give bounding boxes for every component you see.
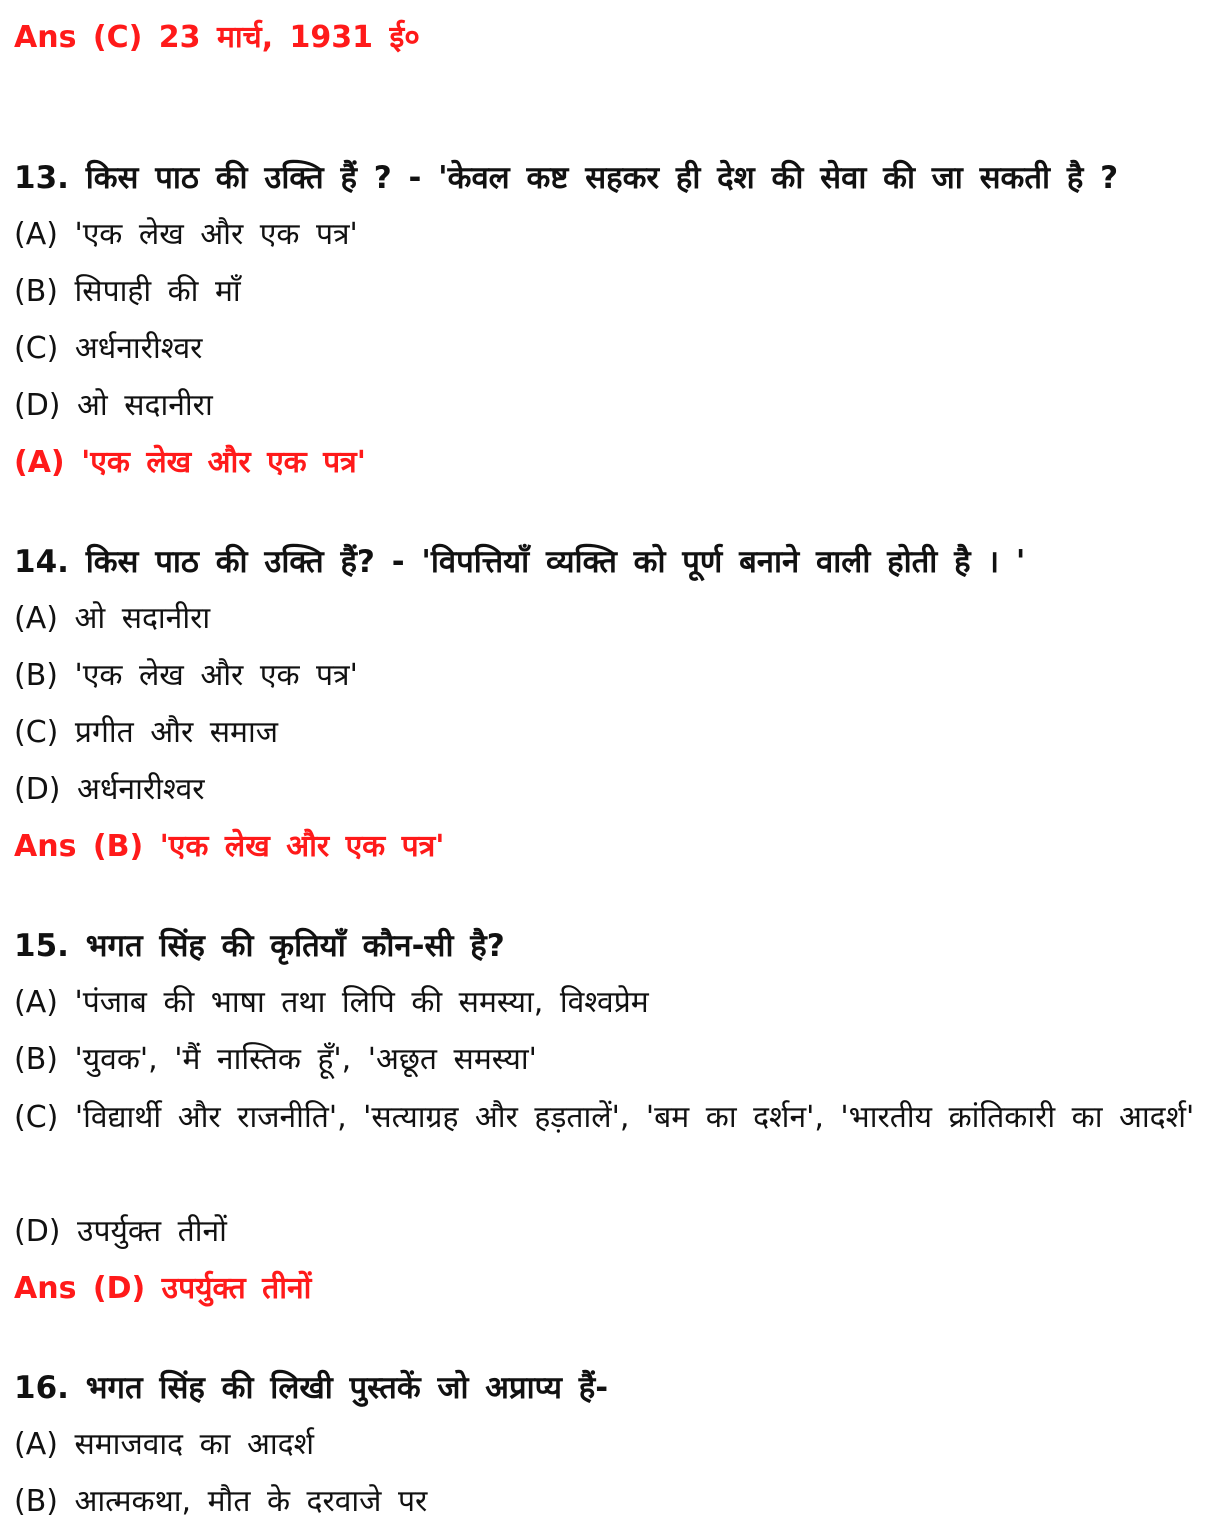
question-15: 15. भगत सिंह की कृतियाँ कौन-सी है?: [14, 928, 505, 964]
question-13-option-b: (B) सिपाही की माँ: [14, 274, 241, 309]
question-16: 16. भगत सिंह की लिखी पुस्तकें जो अप्राप्य हैं-: [14, 1370, 609, 1406]
question-13: 13. किस पाठ की उक्ति हैं ? - 'केवल कष्ट सहकर ही देश की सेवा की जा सकती है ?: [14, 160, 1119, 196]
question-14: 14. किस पाठ की उक्ति हैं? - 'विपत्तियाँ व्यक्ति को पूर्ण बनाने वाली होती है । ': [14, 544, 1026, 580]
question-15-answer: Ans (D) उपर्युक्त तीनों: [14, 1271, 312, 1306]
question-13-answer: (A) 'एक लेख और एक पत्र': [14, 445, 366, 480]
question-15-option-d: (D) उपर्युक्त तीनों: [14, 1214, 227, 1249]
question-14-option-d: (D) अर्धनारीश्वर: [14, 772, 205, 807]
question-14-option-a: (A) ओ सदानीरा: [14, 601, 211, 636]
question-14-option-c: (C) प्रगीत और समाज: [14, 715, 279, 750]
question-14-answer: Ans (B) 'एक लेख और एक पत्र': [14, 829, 445, 864]
previous-answer: Ans (C) 23 मार्च, 1931 ई०: [14, 20, 420, 55]
question-13-option-c: (C) अर्धनारीश्वर: [14, 331, 203, 366]
question-15-option-b: (B) 'युवक', 'मैं नास्तिक हूँ', 'अछूत समस्या': [14, 1042, 537, 1077]
question-13-option-d: (D) ओ सदानीरा: [14, 388, 213, 423]
question-15-option-c: (C) 'विद्यार्थी और राजनीति', 'सत्याग्रह और हड़तालें', 'बम का दर्शन', 'भारतीय क्रांतिकारी का आदर्श': [14, 1100, 1195, 1135]
question-14-option-b: (B) 'एक लेख और एक पत्र': [14, 658, 358, 693]
question-16-option-b: (B) आत्मकथा, मौत के दरवाजे पर: [14, 1484, 428, 1519]
question-16-option-a: (A) समाजवाद का आदर्श: [14, 1427, 314, 1462]
question-15-option-a: (A) 'पंजाब की भाषा तथा लिपि की समस्या, विश्वप्रेम: [14, 985, 649, 1020]
question-13-option-a: (A) 'एक लेख और एक पत्र': [14, 217, 358, 252]
